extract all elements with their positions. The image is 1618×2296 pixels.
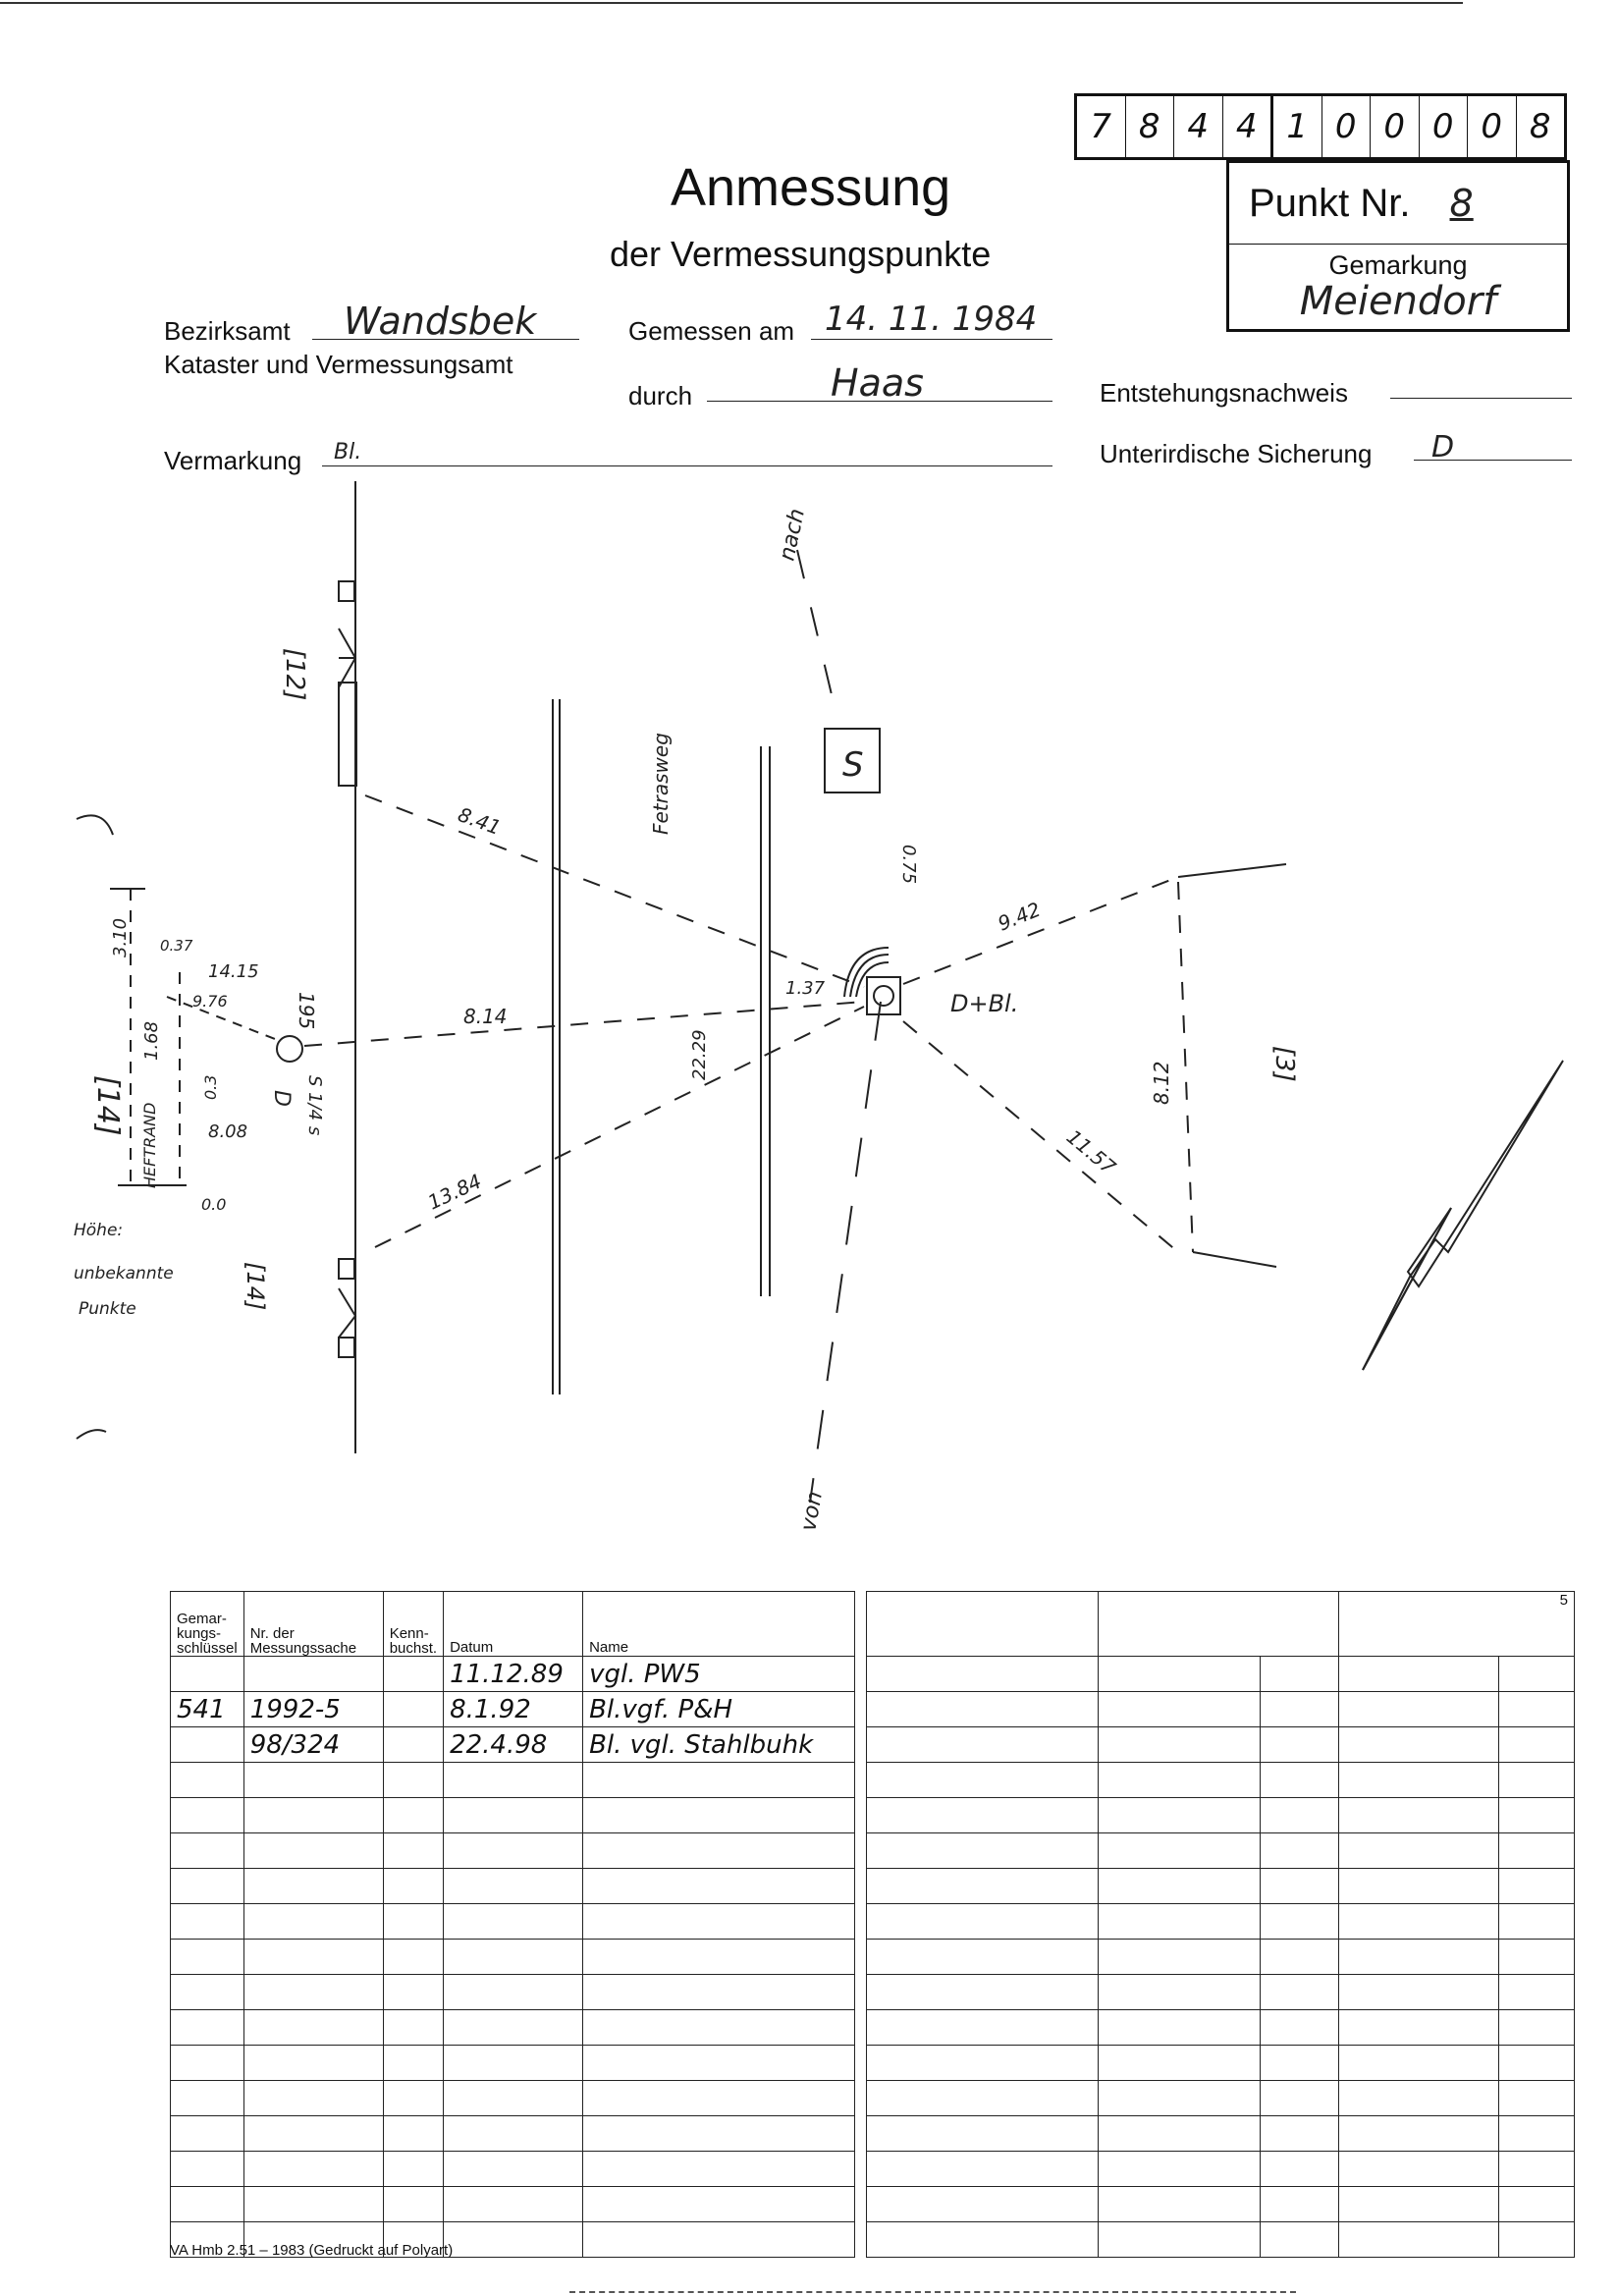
cell: vgl. PW5 <box>583 1657 855 1692</box>
empty-row <box>867 1657 1575 1692</box>
cell <box>1339 2010 1499 2046</box>
cell <box>1339 2116 1499 2152</box>
cell <box>243 1798 383 1833</box>
cell <box>1339 1763 1499 1798</box>
empty-row <box>867 1727 1575 1763</box>
cell <box>444 1763 583 1798</box>
id-digit: 8 <box>1529 107 1551 146</box>
cell <box>1099 1869 1261 1904</box>
cell <box>243 2081 383 2116</box>
empty-row <box>171 1798 855 1833</box>
cell <box>243 1940 383 1975</box>
cell <box>1499 2187 1575 2222</box>
col-header: Nr. der Messungssache <box>243 1592 383 1657</box>
table-row <box>171 1657 855 1692</box>
cell <box>1261 2152 1339 2187</box>
durch-label: durch <box>628 381 693 410</box>
cell <box>1339 1940 1499 1975</box>
cell <box>243 2152 383 2187</box>
cell: 98/324 <box>243 1727 383 1763</box>
empty-row <box>171 1904 855 1940</box>
cell <box>444 2222 583 2258</box>
cell <box>444 1798 583 1833</box>
cell <box>444 2046 583 2081</box>
cell <box>867 1727 1099 1763</box>
col-header <box>1339 1592 1575 1657</box>
cell <box>383 1833 443 1869</box>
cell <box>1261 2046 1339 2081</box>
cell <box>1099 1940 1261 1975</box>
empty-row <box>171 1975 855 2010</box>
cell <box>243 2116 383 2152</box>
cell <box>867 1833 1099 1869</box>
heftrand-label: HEFTRAND <box>140 1102 159 1188</box>
cell <box>171 1940 244 1975</box>
cell <box>1499 2222 1575 2258</box>
d-bl-label: D+Bl. <box>950 990 1019 1017</box>
meas-037: 0.37 <box>160 937 193 955</box>
cell <box>1099 2187 1261 2222</box>
meas-814: 8.14 <box>463 1005 508 1028</box>
id-digit: 4 <box>1223 96 1274 157</box>
empty-row <box>867 2081 1575 2116</box>
empty-row <box>867 1763 1575 1798</box>
col-header: Gemar- kungs- schlüssel <box>171 1592 244 1657</box>
empty-row <box>867 2046 1575 2081</box>
id-digit: 8 <box>1126 96 1175 157</box>
cell <box>583 2116 855 2152</box>
cell <box>867 2081 1099 2116</box>
id-digit: 0 <box>1468 96 1517 157</box>
cell <box>1099 1657 1261 1692</box>
cell <box>171 1869 244 1904</box>
durch-value: Haas <box>831 361 924 405</box>
empty-row <box>867 2187 1575 2222</box>
cell <box>583 2010 855 2046</box>
corner-number: 5 <box>1559 1592 1568 1609</box>
cell <box>1099 1833 1261 1869</box>
empty-row <box>867 1833 1575 1869</box>
vermarkung-label: Vermarkung <box>164 446 302 475</box>
cell <box>867 2116 1099 2152</box>
id-digit: 1 <box>1273 96 1322 157</box>
cell <box>444 1904 583 1940</box>
col-header <box>1099 1592 1339 1657</box>
meas-841: 8.41 <box>455 802 505 840</box>
cell <box>867 1657 1099 1692</box>
cell <box>867 1975 1099 2010</box>
cell <box>243 1975 383 2010</box>
meas-1415: 14.15 <box>208 961 259 982</box>
cell <box>1261 1692 1339 1727</box>
cell <box>243 1833 383 1869</box>
empty-row <box>867 1798 1575 1833</box>
empty-row <box>171 1869 855 1904</box>
empty-row <box>171 2046 855 2081</box>
vermarkung-value: Bl. <box>334 440 362 465</box>
cell <box>171 1904 244 1940</box>
cell <box>1339 2222 1499 2258</box>
id-digit: 0 <box>1371 96 1420 157</box>
cell <box>1499 1727 1575 1763</box>
cell <box>1499 2010 1575 2046</box>
empty-row <box>171 1940 855 1975</box>
col-header: Datum <box>444 1592 583 1657</box>
cell <box>444 2187 583 2222</box>
meas-808: 8.08 <box>208 1121 248 1142</box>
cell <box>383 2116 443 2152</box>
cell <box>1099 2010 1261 2046</box>
cell <box>1261 1763 1339 1798</box>
no-195: 195 <box>295 992 318 1030</box>
cell <box>383 1869 443 1904</box>
id-digit: 7 <box>1077 96 1126 157</box>
empty-row <box>867 1869 1575 1904</box>
note-line: unbekannte <box>74 1264 174 1284</box>
table-row <box>171 1692 855 1727</box>
street-label: Fetrasweg <box>649 733 673 835</box>
cell <box>1261 2116 1339 2152</box>
meas-168: 1.68 <box>141 1020 162 1061</box>
cell <box>1339 1798 1499 1833</box>
cell <box>1099 1904 1261 1940</box>
cell <box>383 1940 443 1975</box>
cell <box>171 1657 244 1692</box>
bracket-3: [3] <box>1269 1046 1299 1082</box>
cell <box>171 2046 244 2081</box>
cell <box>444 2010 583 2046</box>
cell <box>171 2152 244 2187</box>
gemessen-value: 14. 11. 1984 <box>825 300 1038 339</box>
cell <box>1099 2116 1261 2152</box>
cell <box>1261 2187 1339 2222</box>
cell <box>383 2187 443 2222</box>
kataster-label: Kataster und Vermessungsamt <box>164 350 513 379</box>
cell <box>1499 2046 1575 2081</box>
empty-row <box>867 2152 1575 2187</box>
cell <box>1499 1798 1575 1833</box>
cell <box>583 2046 855 2081</box>
cell <box>383 2081 443 2116</box>
cell <box>1499 1975 1575 2010</box>
cell <box>583 2222 855 2258</box>
cell <box>583 2187 855 2222</box>
cell <box>1499 1657 1575 1692</box>
nach-label: nach <box>775 506 810 564</box>
cell <box>867 1869 1099 1904</box>
col-header: Kenn- buchst. <box>383 1592 443 1657</box>
empty-row <box>867 1940 1575 1975</box>
cell <box>583 2152 855 2187</box>
cell <box>583 1763 855 1798</box>
cell <box>1099 1975 1261 2010</box>
cell <box>1099 2222 1261 2258</box>
meas-310: 3.10 <box>110 917 131 957</box>
bracket-14b: [14] <box>242 1262 269 1311</box>
bottom-rule <box>569 2291 1296 2293</box>
cell <box>1261 1940 1339 1975</box>
empty-row <box>171 1833 855 1869</box>
unterirdisch-value: D <box>1431 430 1455 465</box>
cell <box>583 1940 855 1975</box>
cell <box>867 1763 1099 1798</box>
cell <box>867 2010 1099 2046</box>
hss-label: S 1/4 s <box>304 1075 325 1136</box>
cell <box>1261 1869 1339 1904</box>
cell: 541 <box>171 1692 244 1727</box>
gemarkung-value: Meiendorf <box>1299 279 1497 324</box>
cell <box>171 1975 244 2010</box>
meas-1157: 11.57 <box>1061 1124 1121 1179</box>
cell <box>1099 1798 1261 1833</box>
history-table <box>170 1591 855 2258</box>
empty-row <box>171 2010 855 2046</box>
table-header <box>867 1592 1575 1657</box>
cell <box>583 2081 855 2116</box>
empty-row <box>867 1692 1575 1727</box>
empty-row <box>867 2010 1575 2046</box>
empty-row <box>171 1763 855 1798</box>
cell <box>383 1763 443 1798</box>
cell <box>1099 2152 1261 2187</box>
cell <box>1499 1692 1575 1727</box>
cell <box>867 2187 1099 2222</box>
cell <box>1339 1869 1499 1904</box>
cell <box>867 1798 1099 1833</box>
table-header <box>171 1592 855 1657</box>
margin-arc <box>77 815 113 835</box>
cell: Bl.vgf. P&H <box>583 1692 855 1727</box>
empty-row <box>867 2222 1575 2258</box>
cell: 11.12.89 <box>444 1657 583 1692</box>
cell <box>583 1798 855 1833</box>
empty-row <box>171 2187 855 2222</box>
meas-137: 1.37 <box>785 978 826 999</box>
cell <box>1339 2152 1499 2187</box>
cell <box>1261 1833 1339 1869</box>
meas-00: 0.0 <box>201 1195 227 1214</box>
cell <box>867 1940 1099 1975</box>
empty-row <box>867 2116 1575 2152</box>
cell <box>1261 1798 1339 1833</box>
cell <box>444 1833 583 1869</box>
punkt-label: Punkt Nr. <box>1249 181 1411 225</box>
note-line: Höhe: <box>74 1221 124 1240</box>
cell <box>243 1763 383 1798</box>
cell <box>444 1975 583 2010</box>
cell <box>1099 2046 1261 2081</box>
cell <box>1339 1975 1499 2010</box>
cell <box>1499 2152 1575 2187</box>
cell <box>243 2187 383 2222</box>
cell <box>444 2081 583 2116</box>
cell <box>867 1904 1099 1940</box>
cell <box>1261 1657 1339 1692</box>
punkt-value: 8 <box>1449 182 1474 225</box>
col-header: Name <box>583 1592 855 1657</box>
gemessen-label: Gemessen am <box>628 316 795 346</box>
cell <box>383 2010 443 2046</box>
bracket-12: [12] <box>280 648 309 701</box>
s-box-label: S <box>842 745 864 785</box>
cell <box>171 1833 244 1869</box>
col-header <box>867 1592 1099 1657</box>
margin-arc <box>77 1430 106 1439</box>
empty-row <box>171 2152 855 2187</box>
unterirdisch-label: Unterirdische Sicherung <box>1100 439 1373 468</box>
cell <box>171 2187 244 2222</box>
id-digit: 0 <box>1322 96 1372 157</box>
cell <box>444 1940 583 1975</box>
id-digit: 4 <box>1174 96 1223 157</box>
cell <box>171 2116 244 2152</box>
meas-1384: 13.84 <box>423 1169 486 1215</box>
cell <box>1339 2187 1499 2222</box>
table-row <box>171 1727 855 1763</box>
empty-row <box>867 1975 1575 2010</box>
cell <box>1099 2081 1261 2116</box>
gemarkung-label: Gemarkung <box>1328 250 1468 280</box>
cell <box>1339 1727 1499 1763</box>
meas-976: 9.76 <box>192 992 228 1011</box>
cell <box>171 2010 244 2046</box>
cell <box>1261 2222 1339 2258</box>
cell <box>1339 1904 1499 1940</box>
cell <box>383 1975 443 2010</box>
cell <box>1499 2116 1575 2152</box>
blank-table <box>866 1591 1575 2258</box>
empty-row <box>867 1904 1575 1940</box>
empty-row <box>171 2081 855 2116</box>
cell <box>1499 1763 1575 1798</box>
cell <box>1339 1657 1499 1692</box>
meas-03: 0.3 <box>201 1074 220 1100</box>
cell <box>171 1798 244 1833</box>
von-label: von <box>796 1489 828 1534</box>
page-subtitle: der Vermessungspunkte <box>610 234 992 274</box>
cell <box>1339 2081 1499 2116</box>
cell <box>243 2046 383 2081</box>
cell <box>383 1798 443 1833</box>
cell <box>171 1763 244 1798</box>
cell <box>867 2222 1099 2258</box>
cell <box>1261 1975 1339 2010</box>
cell <box>1499 2081 1575 2116</box>
cell <box>383 1904 443 1940</box>
meas-2229: 22.29 <box>689 1029 710 1080</box>
cell <box>867 1692 1099 1727</box>
cell <box>1099 1727 1261 1763</box>
cell <box>1261 1727 1339 1763</box>
cell: Bl. vgl. Stahlbuhk <box>583 1727 855 1763</box>
cell <box>171 2081 244 2116</box>
cell <box>243 1869 383 1904</box>
meas-075: 0.75 <box>898 845 919 885</box>
cell: 8.1.92 <box>444 1692 583 1727</box>
cell <box>1261 2081 1339 2116</box>
cell <box>383 1727 443 1763</box>
cell <box>1261 2010 1339 2046</box>
cell <box>583 1975 855 2010</box>
cell <box>583 1869 855 1904</box>
cell <box>444 2116 583 2152</box>
bracket-14a: [14] <box>90 1075 125 1136</box>
meas-942: 9.42 <box>994 897 1045 936</box>
cell <box>383 2046 443 2081</box>
id-digit: 0 <box>1420 96 1469 157</box>
page-title: Anmessung <box>671 158 951 217</box>
cell <box>867 2152 1099 2187</box>
meas-812: 8.12 <box>1150 1061 1173 1105</box>
cell <box>1499 1904 1575 1940</box>
cell <box>444 1869 583 1904</box>
cell <box>243 2010 383 2046</box>
cell <box>383 1692 443 1727</box>
d-left-label: D <box>269 1090 294 1107</box>
cell <box>383 2152 443 2187</box>
empty-row <box>171 2116 855 2152</box>
cell <box>1099 1763 1261 1798</box>
cell: 1992-5 <box>243 1692 383 1727</box>
cell <box>444 2152 583 2187</box>
cell <box>1339 1833 1499 1869</box>
cell <box>583 1904 855 1940</box>
entstehung-label: Entstehungsnachweis <box>1100 378 1348 408</box>
bezirksamt-value: Wandsbek <box>344 300 537 343</box>
cell <box>1499 1869 1575 1904</box>
cell <box>1339 2046 1499 2081</box>
cell <box>1499 1940 1575 1975</box>
cell <box>583 1833 855 1869</box>
cell <box>171 1727 244 1763</box>
cell <box>243 1657 383 1692</box>
cell <box>1499 1833 1575 1869</box>
footer-note: VA Hmb 2.51 – 1983 (Gedruckt auf Polyart) <box>170 2242 454 2259</box>
bezirksamt-label: Bezirksamt <box>164 316 291 346</box>
cell <box>1099 1692 1261 1727</box>
cell <box>383 1657 443 1692</box>
cell <box>867 2046 1099 2081</box>
cell: 22.4.98 <box>444 1727 583 1763</box>
cell <box>1261 1904 1339 1940</box>
note-line: Punkte <box>79 1299 136 1319</box>
cell <box>243 1904 383 1940</box>
cell <box>1339 1692 1499 1727</box>
